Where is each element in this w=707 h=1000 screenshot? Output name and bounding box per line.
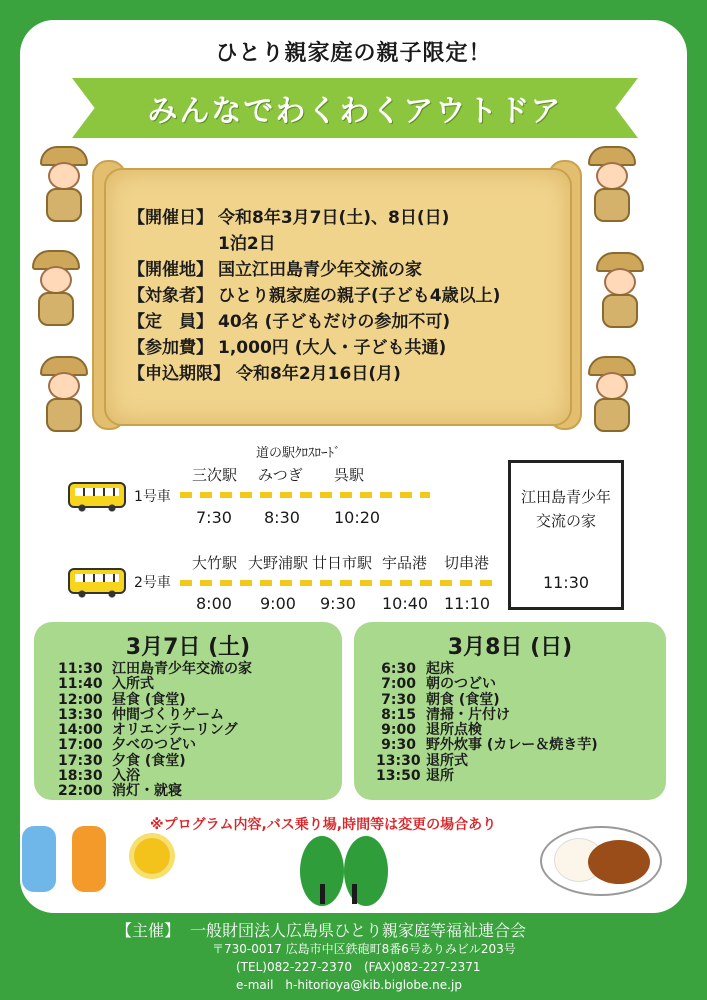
stretching-person-illustration bbox=[22, 826, 56, 892]
schedule-time: 13:30 bbox=[58, 706, 103, 723]
stop-label: みつぎ bbox=[258, 466, 303, 484]
schedule-item bbox=[58, 708, 342, 723]
footer-address: 〒730-0017 広島市中区鉄砲町8番6号ありみビル203号 bbox=[212, 942, 516, 956]
destination-name-1: 江田島青少年 bbox=[520, 488, 611, 506]
schedule-item bbox=[376, 754, 666, 769]
info-row-fee: 【参加費】 1,000円 (大人・子ども共通) bbox=[128, 338, 447, 358]
poster-title: みんなでわくわくアウトドア bbox=[147, 94, 563, 129]
schedule-item bbox=[58, 784, 342, 799]
stop-label: 大竹駅 bbox=[192, 554, 238, 572]
schedule-item bbox=[58, 754, 342, 769]
schedule-item bbox=[376, 769, 666, 784]
footer-organizer-label: 【主催】 bbox=[116, 921, 181, 940]
schedule-time: 11:30 bbox=[58, 661, 103, 677]
stop-time: 8:00 bbox=[196, 594, 232, 613]
schedule-event: 起床 bbox=[426, 661, 454, 677]
stop-time: 9:30 bbox=[320, 594, 356, 613]
poster-subtitle: ひとり親家庭の親子限定！ bbox=[215, 41, 492, 66]
schedule-event: 夕べのつどい bbox=[112, 737, 196, 754]
explorer-kid-illustration bbox=[584, 146, 640, 224]
schedule-time: 9:30 bbox=[381, 737, 416, 754]
day-1-schedule bbox=[34, 622, 342, 800]
schedule-item bbox=[376, 693, 666, 708]
footer-phone: (TEL)082-227-2370 (FAX)082-227-2371 bbox=[236, 960, 481, 974]
schedule-item bbox=[58, 677, 342, 692]
info-row-target: 【対象者】 ひとり親家庭の親子(子ども4歳以上) bbox=[128, 286, 501, 306]
tree-trunk bbox=[320, 884, 325, 904]
schedule-time: 17:00 bbox=[58, 737, 103, 754]
stop-label: 大野浦駅 bbox=[248, 554, 309, 572]
schedule-event: 野外炊事 (カレー＆焼き芋) bbox=[426, 737, 598, 754]
schedule-time: 11:40 bbox=[58, 676, 103, 693]
bus-icon bbox=[68, 482, 126, 508]
schedule-item bbox=[58, 738, 342, 753]
schedule-event: 昼食 (食堂) bbox=[112, 691, 186, 708]
bus-1-label: 1号車 bbox=[134, 489, 171, 505]
schedule-event: オリエンテーリング bbox=[112, 722, 238, 739]
tree-icon bbox=[344, 836, 388, 906]
day-1-list bbox=[58, 662, 342, 800]
schedule-event: 仲間づくりゲーム bbox=[112, 706, 224, 723]
stop-label: 呉駅 bbox=[334, 466, 365, 484]
event-info bbox=[128, 205, 558, 387]
curry-rice-illustration bbox=[540, 826, 662, 896]
change-note: ※プログラム内容,バス乗り場,時間等は変更の場合あり bbox=[150, 817, 497, 833]
day-2-title: 3月8日 (日) bbox=[447, 635, 573, 660]
schedule-event: 江田島青少年交流の家 bbox=[112, 661, 252, 677]
explorer-kid-illustration bbox=[584, 356, 640, 434]
footer-email: e-mail h-hitorioya@kib.biglobe.ne.jp bbox=[236, 978, 462, 992]
schedule-event: 入所式 bbox=[112, 676, 154, 693]
stop-label: 廿日市駅 bbox=[312, 554, 373, 572]
bus-2-label: 2号車 bbox=[134, 575, 171, 591]
stop-time: 10:40 bbox=[382, 594, 429, 613]
stop-time: 8:30 bbox=[264, 508, 300, 527]
tree-trunk bbox=[352, 884, 357, 904]
schedule-time: 9:00 bbox=[381, 722, 416, 739]
day-2-list bbox=[376, 662, 666, 784]
schedule-item bbox=[58, 662, 342, 677]
schedule-event: 消灯・就寝 bbox=[112, 783, 182, 800]
schedule-time: 13:50 bbox=[376, 768, 421, 785]
schedule-time: 22:00 bbox=[58, 783, 103, 800]
explorer-adult-illustration bbox=[592, 252, 648, 330]
schedule-item bbox=[376, 662, 666, 677]
schedule-event: 退所式 bbox=[426, 752, 468, 769]
schedule-event: 退所点検 bbox=[426, 722, 482, 739]
destination-box bbox=[508, 460, 624, 610]
footer-organization: 一般財団法人広島県ひとり親家庭等福祉連合会 bbox=[190, 921, 527, 940]
stretching-child-illustration bbox=[72, 826, 106, 892]
schedule-time: 6:30 bbox=[381, 661, 416, 677]
stop-time: 10:20 bbox=[334, 508, 381, 527]
stop-time: 9:00 bbox=[260, 594, 296, 613]
schedule-item bbox=[58, 693, 342, 708]
stop-time: 7:30 bbox=[196, 508, 232, 527]
explorer-kid-illustration bbox=[28, 250, 84, 328]
destination-time: 11:30 bbox=[542, 573, 590, 592]
schedule-event: 朝のつどい bbox=[426, 676, 496, 693]
schedule-time: 18:30 bbox=[58, 768, 103, 785]
stop-label: 宇品港 bbox=[382, 554, 428, 572]
schedule-event: 入浴 bbox=[112, 768, 140, 785]
schedule-time: 12:00 bbox=[58, 691, 103, 708]
schedule-time: 17:30 bbox=[58, 752, 103, 769]
sun-icon bbox=[134, 838, 170, 874]
schedule-event: 清掃・片付け bbox=[426, 706, 510, 723]
stop-label: 三次駅 bbox=[192, 466, 238, 484]
route-2-line bbox=[180, 580, 500, 586]
day-1-title: 3月7日 (土) bbox=[125, 635, 251, 660]
info-row-deadline: 【申込期限】 令和8年2月16日(月) bbox=[128, 364, 401, 384]
info-row-venue: 【開催地】 国立江田島青少年交流の家 bbox=[128, 260, 422, 280]
schedule-time: 14:00 bbox=[58, 722, 103, 739]
day-2-schedule bbox=[354, 622, 666, 800]
schedule-item bbox=[58, 723, 342, 738]
explorer-kid-illustration bbox=[36, 356, 92, 434]
schedule-item bbox=[376, 677, 666, 692]
schedule-event: 朝食 (食堂) bbox=[426, 691, 500, 708]
schedule-item bbox=[58, 769, 342, 784]
schedule-event: 退所 bbox=[426, 768, 454, 785]
info-row-capacity: 【定 員】 40名 (子どもだけの参加不可) bbox=[128, 312, 451, 332]
schedule-event: 夕食 (食堂) bbox=[112, 752, 186, 769]
schedule-time: 7:00 bbox=[381, 676, 416, 693]
schedule-item bbox=[376, 708, 666, 723]
schedule-time: 7:30 bbox=[381, 691, 416, 708]
explorer-kid-illustration bbox=[36, 146, 92, 224]
schedule-item bbox=[376, 738, 666, 753]
destination-name-2: 交流の家 bbox=[535, 512, 596, 530]
schedule-time: 8:15 bbox=[381, 706, 416, 723]
info-row-duration: 1泊2日 bbox=[218, 234, 276, 254]
stop-label: 切串港 bbox=[444, 554, 490, 572]
bus-icon bbox=[68, 568, 126, 594]
stop-label-above: 道の駅ｸﾛｽﾛｰﾄﾞ bbox=[256, 446, 341, 461]
stop-time: 11:10 bbox=[444, 594, 491, 613]
route-1-line bbox=[180, 492, 430, 498]
schedule-time: 13:30 bbox=[376, 752, 421, 769]
info-row-date: 【開催日】 令和8年3月7日(土)、8日(日) bbox=[128, 208, 450, 228]
